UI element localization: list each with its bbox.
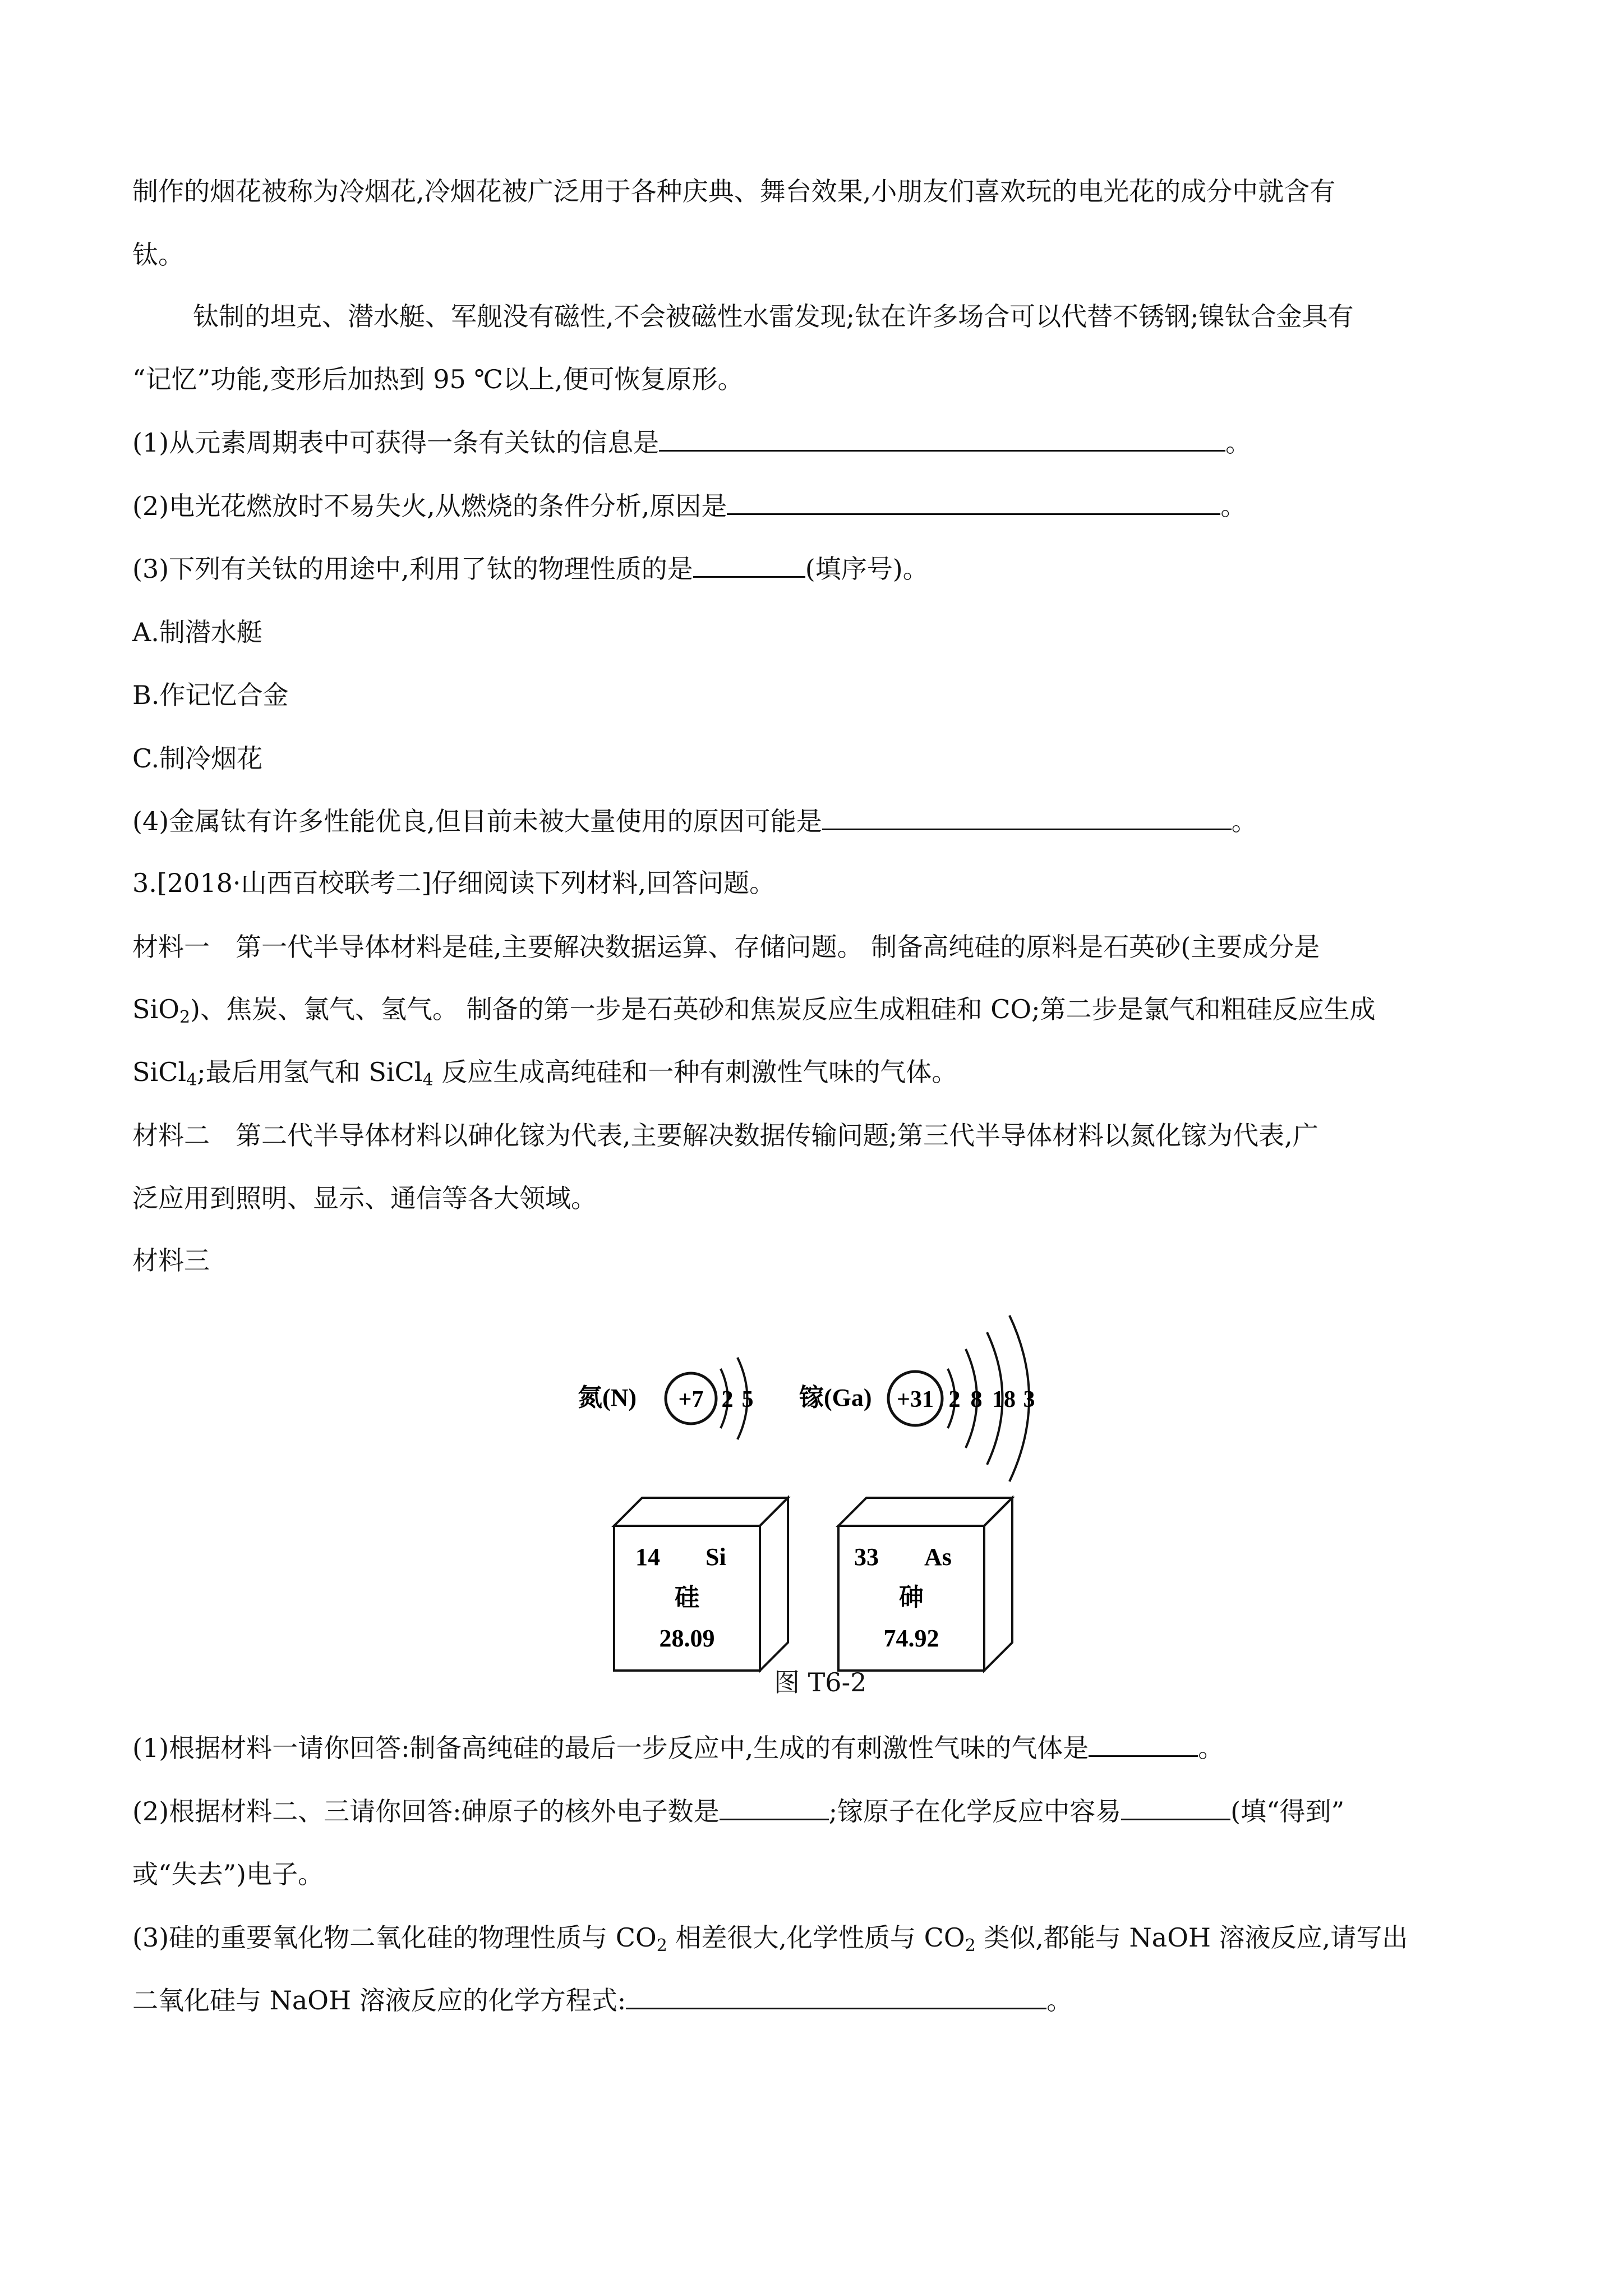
- q3-header: 3.[2018·山西百校联考二]仔细阅读下列材料,回答问题。: [132, 868, 776, 898]
- material1-text: ;最后用氢气和 SiCl: [197, 1057, 423, 1087]
- material1-line1: 材料一 第一代半导体材料是硅,主要解决数据运算、存储问题。 制备高纯硅的原料是石英砂(主要成分是: [132, 932, 1320, 962]
- nitrogen-atom-diagram: [578, 1358, 754, 1439]
- box-side: [984, 1498, 1012, 1671]
- q2-sub2-end: 。: [1220, 491, 1247, 521]
- nucleus-charge: +31: [897, 1387, 934, 1412]
- subscript: 4: [422, 1070, 434, 1090]
- q2-sub2-text: (2)电光花燃放时不易失火,从燃烧的条件分析,原因是: [132, 491, 727, 521]
- element-symbol: As: [924, 1543, 952, 1571]
- box-side: [760, 1498, 788, 1671]
- answer-blank[interactable]: [626, 1985, 1046, 2009]
- q3-sub2: [132, 1794, 1344, 1829]
- q3-sub1-end: 。: [1198, 1733, 1224, 1763]
- q2-sub3-text: (3)下列有关钛的用途中,利用了钛的物理性质的是: [132, 554, 693, 584]
- gallium-atom-diagram: [799, 1315, 1035, 1481]
- shell-electrons: 2: [948, 1387, 961, 1412]
- q2-sub4-end: 。: [1231, 806, 1257, 836]
- element-name: 砷: [899, 1584, 924, 1611]
- subscript: 2: [179, 1007, 191, 1027]
- q3-sub3-text: 类似,都能与 NaOH 溶液反应,请写出: [975, 1922, 1408, 1953]
- shell-electrons: 5: [741, 1387, 754, 1412]
- answer-blank[interactable]: [1089, 1733, 1198, 1757]
- subscript: 2: [656, 1936, 667, 1955]
- subscript: 2: [965, 1936, 976, 1955]
- q3-sub2-end: (填“得到”: [1230, 1796, 1345, 1826]
- figure-caption: 图 T6-2: [774, 1667, 867, 1697]
- material3-label: 材料三: [132, 1245, 210, 1276]
- box-top: [614, 1498, 788, 1526]
- q2-sub3-end: (填序号)。: [805, 554, 929, 584]
- box-top: [838, 1498, 1012, 1526]
- q3-sub2-mid: ;镓原子在化学反应中容易: [828, 1796, 1122, 1826]
- formula-text: SiCl: [132, 1057, 187, 1087]
- element-box-si: [614, 1498, 788, 1671]
- paragraph2-line2: “记忆”功能,变形后加热到 95 ℃以上,便可恢复原形。: [132, 364, 744, 394]
- answer-blank[interactable]: [1121, 1796, 1230, 1820]
- q3-sub3-end: 。: [1046, 1985, 1073, 2016]
- material1-text: )、焦炭、氯气、氢气。 制备的第一步是石英砂和焦炭反应生成粗硅和 CO;第二步是氯气和粗硅反应生成: [190, 994, 1376, 1024]
- q2-option-c: C.制冷烟花: [132, 743, 263, 774]
- element-name: 硅: [675, 1584, 699, 1611]
- shell-electrons: 3: [1023, 1387, 1035, 1412]
- atomic-number: 14: [635, 1543, 660, 1571]
- q2-option-a: A.制潜水艇: [132, 617, 262, 647]
- shell-electrons: 2: [721, 1387, 734, 1412]
- subscript: 4: [186, 1070, 197, 1090]
- atomic-mass: 28.09: [659, 1625, 715, 1652]
- q3-sub3-text: 相差很大,化学性质与 CO: [667, 1922, 965, 1953]
- material1-text: 反应生成高纯硅和一种有刺激性气味的气体。: [433, 1057, 958, 1087]
- q3-sub1-text: (1)根据材料一请你回答:制备高纯硅的最后一步反应中,生成的有刺激性气味的气体是: [132, 1733, 1089, 1763]
- paragraph2-line1: 钛制的坦克、潜水艇、军舰没有磁性,不会被磁性水雷发现;钛在许多场合可以代替不锈钢;镍钛合金具有: [193, 301, 1354, 332]
- atomic-number: 33: [854, 1543, 879, 1571]
- nucleus-charge: +7: [678, 1387, 704, 1412]
- paragraph1-line1: 制作的烟花被称为冷烟花,冷烟花被广泛用于各种庆典、舞台效果,小朋友们喜欢玩的电光花的成分中就含有: [132, 176, 1336, 206]
- atom-label: 氮(N): [578, 1384, 637, 1411]
- q3-sub1: [132, 1731, 1224, 1765]
- element-symbol: Si: [706, 1543, 726, 1571]
- q2-option-b: B.作记忆合金: [132, 680, 289, 710]
- paragraph1-line2: 钛。: [132, 240, 184, 270]
- atom-label: 镓(Ga): [799, 1384, 872, 1411]
- q3-sub2-text: (2)根据材料二、三请你回答:砷原子的核外电子数是: [132, 1796, 720, 1826]
- q2-sub1-text: (1)从元素周期表中可获得一条有关钛的信息是: [132, 427, 660, 458]
- material2-line1: 材料二 第二代半导体材料以砷化镓为代表,主要解决数据传输问题;第三代半导体材料以氮化镓为代表,广: [132, 1120, 1318, 1151]
- answer-blank[interactable]: [720, 1796, 829, 1820]
- q3-sub3-line2: [132, 1983, 1072, 2018]
- atomic-mass: 74.92: [883, 1625, 939, 1652]
- q3-sub3-line2-text: 二氧化硅与 NaOH 溶液反应的化学方程式:: [132, 1985, 626, 2016]
- formula-text: SiO: [132, 994, 179, 1024]
- q3-sub3-text: (3)硅的重要氧化物二氧化硅的物理性质与 CO: [132, 1922, 657, 1953]
- q3-sub2-line2: 或“失去”)电子。: [132, 1859, 324, 1889]
- element-box-as: [838, 1498, 1012, 1671]
- material2-line2: 泛应用到照明、显示、通信等各大领域。: [132, 1183, 597, 1213]
- q2-sub4-text: (4)金属钛有许多性能优良,但目前未被大量使用的原因可能是: [132, 806, 822, 836]
- q2-sub1-end: 。: [1225, 427, 1252, 458]
- shell-electrons: 18: [992, 1387, 1016, 1412]
- shell-electrons: 8: [970, 1387, 983, 1412]
- q3-sub3-line1: [132, 1920, 1408, 1963]
